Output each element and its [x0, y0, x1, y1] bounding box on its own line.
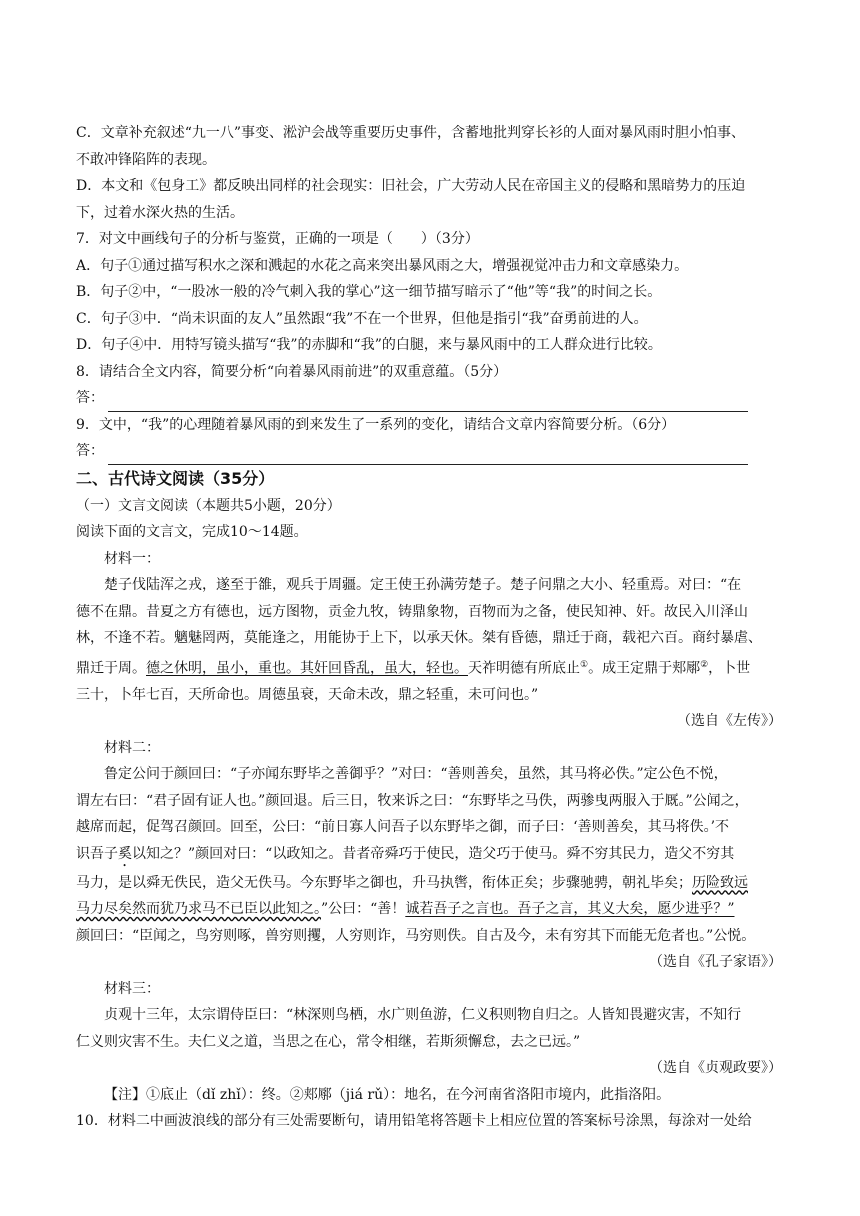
m1-text: 鼎迁于周。: [76, 660, 146, 677]
q9-answer-label: 答：: [76, 443, 104, 459]
q7-option-b: B．句子②中，“一股冰一般的冷气刺入我的掌心”这一细节描写暗示了“他”等“我”的时间之长。: [76, 284, 662, 300]
m2-text: ”公曰：“善！: [321, 901, 406, 918]
m2-wavy-passage: 历险致远: [692, 874, 748, 891]
m2-text: 以知之？”颜回对曰：“以政知之。昔者帝舜巧于使民，造父巧于使马。舜不穷其民力，造父不穷其: [132, 845, 735, 862]
material-1-line2: 德不在鼎。昔夏之方有德也，远方图物，贡金九牧，铸鼎象物，百物而为之备，使民知神、奸。故民入川泽山: [76, 603, 748, 620]
m1-text: 天祚明德有所底止: [468, 660, 580, 677]
material-2-line4: [76, 841, 786, 870]
m1-underlined-sentence: 德之休明，虽小，重也。其奸回昏乱，虽大，轻也。: [146, 660, 468, 677]
q7-option-c: C．句子③中．“尚未识面的友人”虽然跟“我”不在一个世界，但他是指引“我”奋勇前进的人。: [76, 310, 648, 327]
material-1-line3: 林，不逢不若。魑魅罔两，莫能逢之，用能协于上下，以承天休。桀有昏德，鼎迁于商，载祀六百。商纣暴虐、: [76, 630, 762, 646]
material-3-line2: 仁义则灾害不生。夫仁义之道，当思之在心，常令相继，若斯须懈怠，去之已远。”: [76, 1033, 581, 1050]
note-marker-2: ②: [700, 659, 709, 670]
q8-answer-rule[interactable]: [108, 395, 748, 412]
material-3-line1: 贞观十三年，太宗谓侍臣曰：“林深则鸟栖，水广则鱼游，仁义积则物自归之。人皆知畏避灾害，不知行: [104, 1007, 742, 1024]
m2-text: 马力，是以舜无佚民，造父无佚马。今东野毕之御也，升马执辔，衔体正矣；步骤驰骋，朝礼毕矣；: [76, 874, 692, 891]
material-2-line2: 谓左右曰：“君子固有证人也。”颜回退。后三日，牧来诉之曰：“东野毕之马佚，两骖曳两服入于厩。”公闻之，: [76, 792, 749, 809]
material-2-source: （选自《孔子家语》）: [649, 954, 782, 971]
q6-option-d-line1: D．本文和《包身工》都反映出同样的社会现实：旧社会，广大劳动人民在帝国主义的侵略和黑暗势力的压迫: [76, 178, 746, 194]
q9-stem: 9．文中，“我”的心理随着暴风雨的到来发生了一系列的变化，请结合文章内容简要分析。（6分）: [76, 416, 676, 433]
q8-answer-line[interactable]: [76, 385, 786, 412]
section-instruction: 阅读下面的文言文，完成10～14题。: [76, 524, 308, 540]
material-1-label: 材料一：: [104, 550, 160, 567]
section-title: 二、古代诗文阅读（35分）: [76, 468, 275, 488]
material-1-line1: 楚子伐陆浑之戎，遂至于雒，观兵于周疆。定王使王孙满劳楚子。楚子问鼎之大小、轻重焉。对曰：“在: [104, 577, 742, 593]
section-subtitle: （一）文言文阅读（本题共5小题，20分）: [76, 497, 341, 514]
material-1-source: （选自《左传》）: [677, 713, 782, 730]
material-3-label: 材料三：: [104, 980, 160, 997]
material-2-line7: 颜回曰：“臣闻之，鸟穷则啄，兽穷则攫，人穷则诈，马穷则佚。自古及今，未有穷其下而能无危者也。”公悦。: [76, 927, 756, 944]
material-3-source: （选自《贞观政要》）: [649, 1060, 782, 1077]
m2-wavy-passage: 马力尽矣然而犹乃求马不已臣以此知之。: [76, 901, 321, 918]
q7-option-a: A．句子①通过描写积水之深和溅起的水花之高来突出暴风雨之大，增强视觉冲击力和文章感染力。: [76, 257, 689, 274]
q9-answer-line[interactable]: [76, 438, 786, 465]
material-1-line4: [76, 652, 786, 682]
q6-option-c-line1: C．文章补充叙述“九一八”事变、淞沪会战等重要历史事件，含蓄地批判穿长衫的人面对暴风雨时胆小怕事、: [76, 125, 746, 141]
material-2-line5: [76, 870, 786, 897]
material-2-line6: [76, 896, 786, 923]
m2-text: 识吾子: [76, 845, 118, 862]
m2-dotted-char: 奚: [118, 845, 132, 862]
q10-stem: 10．材料二中画波浪线的部分有三处需要断句，请用铅笔将答题卡上相应位置的答案标号涂黑，每涂对一处给: [76, 1113, 752, 1130]
material-2-line1: 鲁定公问于颜回曰：“子亦闻东野毕之善御乎？”对曰：“善则善矣，虽然，其马将必佚。”定公色不悦，: [104, 766, 728, 783]
q6-option-c-line2: 不敢冲锋陷阵的表现。: [76, 151, 216, 168]
m1-text: 。成王定鼎于郏鄏: [588, 660, 701, 677]
exam-page: [76, 120, 786, 1135]
q6-option-d-line2: 下，过着水深火热的生活。: [76, 204, 244, 221]
material-2-label: 材料二：: [104, 739, 160, 756]
material-2-line3: 越席而起，促驾召颜回。回至，公曰：“前日寡人问吾子以东野毕之御，而子曰：‘善则善矣，其马将佚。’不: [76, 819, 730, 836]
q8-stem: 8．请结合全文内容，简要分析“向着暴风雨前进”的双重意蕴。（5分）: [76, 363, 508, 380]
m2-underlined-sentence: 诚若吾子之言也。吾子之言，其义大矣，愿少进乎？”: [405, 901, 735, 918]
note-marker-1: ①: [580, 659, 589, 670]
q8-answer-label: 答：: [76, 390, 104, 406]
m1-text: ，卜世: [708, 660, 751, 677]
annotation-note: 【注】①底止（dǐ zhǐ）：终。②郏鄏（jiá rǔ）：地名，在今河南省洛阳市境内，此指洛阳。: [104, 1086, 671, 1103]
material-1-line5: 三十，卜年七百，天所命也。周德虽衰，天命未改，鼎之轻重，未可问也。”: [76, 686, 539, 703]
q9-answer-rule[interactable]: [108, 448, 748, 465]
q7-stem: 7．对文中画线句子的分析与鉴赏，正确的一项是（ ）（3分）: [76, 231, 479, 247]
q7-option-d: D．句子④中．用特写镜头描写“我”的赤脚和“我”的白腿，来与暴风雨中的工人群众进行比较。: [76, 337, 662, 353]
